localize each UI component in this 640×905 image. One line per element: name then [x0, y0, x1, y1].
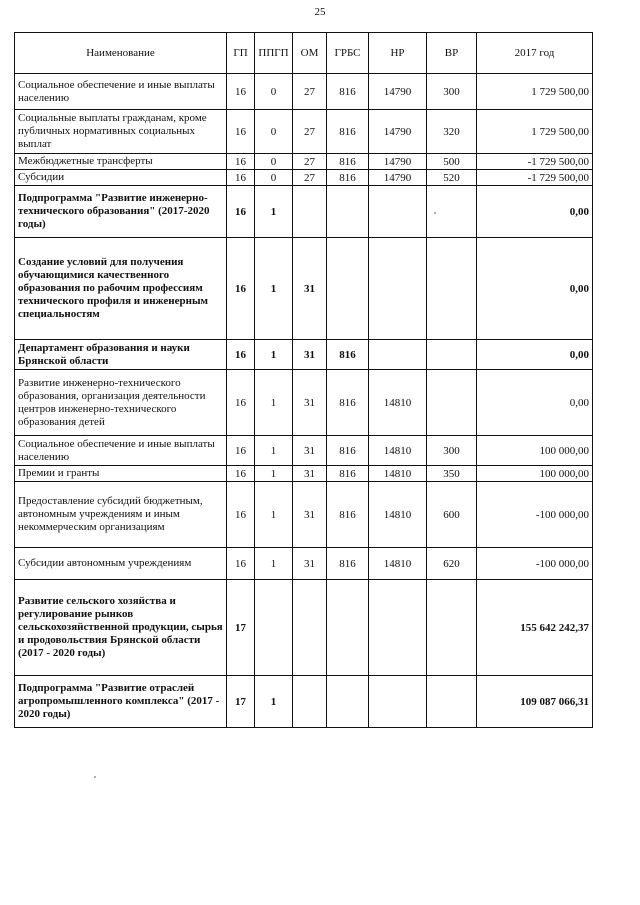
table-row: [15, 186, 593, 238]
cell-vr: 620: [427, 548, 477, 580]
cell-amount: 100 000,00: [477, 436, 593, 466]
cell-ppgp: 1: [255, 482, 293, 548]
cell-ppgp: 1: [255, 238, 293, 340]
cell-grbs: 816: [327, 466, 369, 482]
cell-om: 27: [293, 74, 327, 110]
cell-name: Предоставление субсидий бюджетным, автономным учреждениям и иным некоммерческим организациям: [15, 482, 227, 548]
cell-vr: 320: [427, 110, 477, 154]
cell-amount: 0,00: [477, 238, 593, 340]
cell-om: 27: [293, 110, 327, 154]
cell-grbs: 816: [327, 74, 369, 110]
cell-name: Социальное обеспечение и иные выплаты населению: [15, 436, 227, 466]
cell-ppgp: 1: [255, 466, 293, 482]
cell-gp: 16: [227, 170, 255, 186]
cell-om: 31: [293, 466, 327, 482]
cell-om: 31: [293, 238, 327, 340]
table-row: [15, 676, 593, 728]
cell-nr: 14790: [369, 74, 427, 110]
cell-ppgp: 0: [255, 170, 293, 186]
cell-ppgp: 1: [255, 186, 293, 238]
cell-gp: 16: [227, 370, 255, 436]
header-year: 2017 год: [477, 33, 593, 74]
cell-name: Субсидии: [15, 170, 227, 186]
cell-grbs: [327, 580, 369, 676]
cell-amount: 0,00: [477, 370, 593, 436]
cell-amount: -100 000,00: [477, 548, 593, 580]
cell-nr: 14810: [369, 482, 427, 548]
header-gp: ГП: [227, 33, 255, 74]
table-body: [15, 74, 593, 728]
cell-gp: 16: [227, 466, 255, 482]
cell-nr: [369, 676, 427, 728]
cell-grbs: 816: [327, 482, 369, 548]
cell-name: Подпрограмма "Развитие отраслей агропромышленного комплекса" (2017 - 2020 годы): [15, 676, 227, 728]
cell-name: Социальные выплаты гражданам, кроме публичных нормативных социальных выплат: [15, 110, 227, 154]
table-row: [15, 548, 593, 580]
cell-ppgp: 1: [255, 436, 293, 466]
cell-om: 27: [293, 154, 327, 170]
cell-vr: [427, 370, 477, 436]
cell-grbs: 816: [327, 436, 369, 466]
cell-nr: 14790: [369, 110, 427, 154]
cell-amount: 109 087 066,31: [477, 676, 593, 728]
cell-grbs: 816: [327, 548, 369, 580]
cell-amount: 1 729 500,00: [477, 74, 593, 110]
cell-nr: [369, 340, 427, 370]
cell-ppgp: 0: [255, 110, 293, 154]
cell-gp: 16: [227, 436, 255, 466]
cell-grbs: [327, 186, 369, 238]
cell-gp: 16: [227, 154, 255, 170]
cell-vr: 600: [427, 482, 477, 548]
budget-table: [14, 32, 593, 728]
cell-grbs: [327, 676, 369, 728]
cell-name: Создание условий для получения обучающимися качественного образования по рабочим профессиям технического профиля и инженерным специальностям: [15, 238, 227, 340]
header-nr: НР: [369, 33, 427, 74]
cell-nr: 14790: [369, 170, 427, 186]
cell-om: [293, 676, 327, 728]
table-row: [15, 436, 593, 466]
cell-ppgp: 1: [255, 676, 293, 728]
cell-amount: 0,00: [477, 186, 593, 238]
table-row: [15, 370, 593, 436]
page-number: 25: [314, 6, 326, 18]
cell-grbs: [327, 238, 369, 340]
cell-ppgp: [255, 580, 293, 676]
cell-vr: 350: [427, 466, 477, 482]
cell-ppgp: 1: [255, 370, 293, 436]
table-row: [15, 238, 593, 340]
table-row: [15, 466, 593, 482]
scan-speck: [434, 212, 436, 214]
cell-gp: 17: [227, 676, 255, 728]
cell-gp: 16: [227, 548, 255, 580]
cell-vr: 520: [427, 170, 477, 186]
table-row: [15, 580, 593, 676]
cell-nr: 14790: [369, 154, 427, 170]
cell-grbs: 816: [327, 170, 369, 186]
cell-ppgp: 1: [255, 340, 293, 370]
cell-vr: [427, 580, 477, 676]
table-row: [15, 110, 593, 154]
cell-nr: 14810: [369, 436, 427, 466]
header-om: ОМ: [293, 33, 327, 74]
cell-gp: 16: [227, 340, 255, 370]
cell-om: 31: [293, 436, 327, 466]
cell-ppgp: 0: [255, 74, 293, 110]
table-row: [15, 170, 593, 186]
header-name: Наименование: [15, 33, 227, 74]
cell-nr: 14810: [369, 370, 427, 436]
cell-nr: [369, 186, 427, 238]
cell-vr: [427, 238, 477, 340]
header-grbs: ГРБС: [327, 33, 369, 74]
cell-name: Субсидии автономным учреждениям: [15, 548, 227, 580]
cell-amount: -1 729 500,00: [477, 170, 593, 186]
cell-ppgp: 0: [255, 154, 293, 170]
cell-name: Межбюджетные трансферты: [15, 154, 227, 170]
cell-amount: 100 000,00: [477, 466, 593, 482]
cell-grbs: 816: [327, 340, 369, 370]
table-row: [15, 154, 593, 170]
cell-om: [293, 580, 327, 676]
cell-nr: [369, 238, 427, 340]
table-row: [15, 74, 593, 110]
cell-name: Развитие инженерно-технического образования, организация деятельности центров инженерно-технического образования детей: [15, 370, 227, 436]
cell-grbs: 816: [327, 370, 369, 436]
table-row: [15, 482, 593, 548]
cell-gp: 16: [227, 238, 255, 340]
cell-name: Департамент образования и науки Брянской области: [15, 340, 227, 370]
cell-gp: 16: [227, 110, 255, 154]
cell-om: 31: [293, 548, 327, 580]
cell-vr: [427, 340, 477, 370]
cell-name: Премии и гранты: [15, 466, 227, 482]
cell-om: 31: [293, 482, 327, 548]
cell-amount: 0,00: [477, 340, 593, 370]
cell-name: Развитие сельского хозяйства и регулирование рынков сельскохозяйственной продукции, сырья и продовольствия Брянской области (2017 - 2020 годы): [15, 580, 227, 676]
cell-gp: 16: [227, 74, 255, 110]
cell-om: 31: [293, 340, 327, 370]
cell-amount: 155 642 242,37: [477, 580, 593, 676]
header-ppgp: ППГП: [255, 33, 293, 74]
cell-amount: -100 000,00: [477, 482, 593, 548]
cell-name: Подпрограмма "Развитие инженерно-технического образования" (2017-2020 годы): [15, 186, 227, 238]
cell-nr: [369, 580, 427, 676]
cell-ppgp: 1: [255, 548, 293, 580]
cell-gp: 17: [227, 580, 255, 676]
cell-name: Социальное обеспечение и иные выплаты населению: [15, 74, 227, 110]
cell-grbs: 816: [327, 110, 369, 154]
header-vr: ВР: [427, 33, 477, 74]
cell-vr: [427, 676, 477, 728]
table-header-row: [15, 33, 593, 74]
cell-om: 31: [293, 370, 327, 436]
scan-speck: [94, 776, 96, 778]
cell-nr: 14810: [369, 466, 427, 482]
cell-vr: 300: [427, 74, 477, 110]
cell-grbs: 816: [327, 154, 369, 170]
cell-gp: 16: [227, 482, 255, 548]
cell-vr: 500: [427, 154, 477, 170]
cell-amount: -1 729 500,00: [477, 154, 593, 170]
table-row: [15, 340, 593, 370]
cell-nr: 14810: [369, 548, 427, 580]
cell-gp: 16: [227, 186, 255, 238]
cell-vr: 300: [427, 436, 477, 466]
cell-om: [293, 186, 327, 238]
cell-amount: 1 729 500,00: [477, 110, 593, 154]
cell-om: 27: [293, 170, 327, 186]
